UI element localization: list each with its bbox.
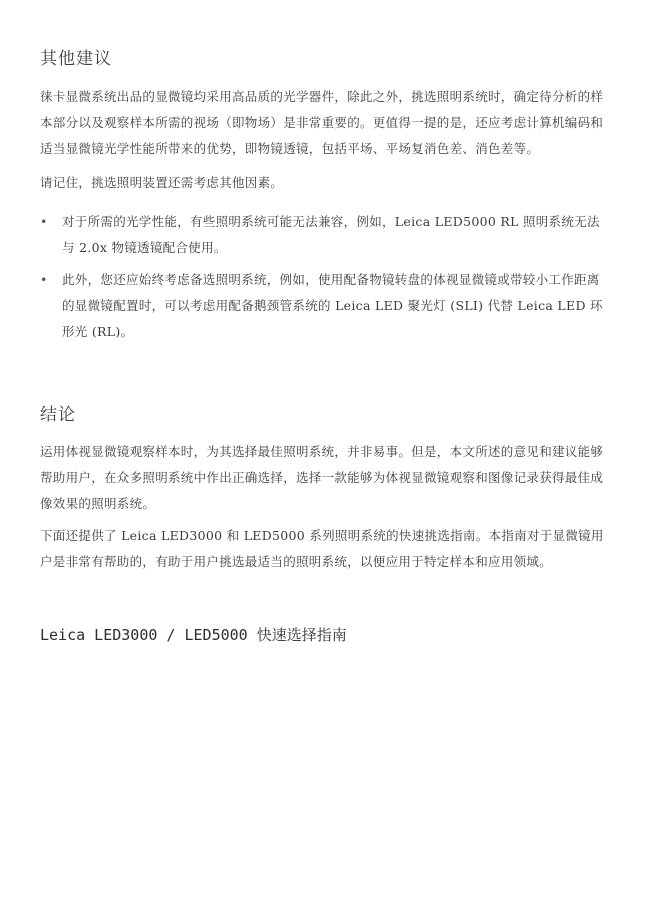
bullet-list bbox=[40, 209, 612, 351]
paragraph-other-1: 徕卡显微系统出品的显微镜均采用高品质的光学器件，除此之外，挑选照明系统时，确定待分析的样本部分以及观察样本所需的视场（即物场）是非常重要的。更值得一提的是，还应考虑计算机编码和适当显微镜光学性能所带来的优势，即物镜透镜，包括平场、平场复消色差、消色差等。 bbox=[40, 89, 604, 156]
paragraph-other-2: 请记住，挑选照明装置还需考虑其他因素。 bbox=[40, 175, 284, 190]
paragraph-conclusion-1: 运用体视显微镜观察样本时，为其选择最佳照明系统，并非易事。但是，本文所述的意见和建议能够帮助用户，在众多照明系统中作出正确选择，选择一款能够为体视显微镜观察和图像记录获得最佳成像效果的照明系统。 bbox=[40, 444, 604, 511]
section-heading-conclusion: 结论 bbox=[40, 405, 76, 425]
list-item: • 对于所需的光学性能，有些照明系统可能无法兼容，例如，Leica LED5000 RL 照明系统无法与 2.0x 物镜透镜配合使用。 bbox=[40, 209, 612, 261]
section-heading-other-suggestions: 其他建议 bbox=[40, 49, 112, 69]
quick-guide-title: Leica LED3000 / LED5000 快速选择指南 bbox=[40, 626, 347, 644]
list-item: • 此外，您还应始终考虑备选照明系统，例如，使用配备物镜转盘的体视显微镜或带较小工作距离的显微镜配置时，可以考虑用配备鹅颈管系统的 Leica LED 聚光灯 (SLI) 代替 Leica LED 环形光 (RL)。 bbox=[40, 267, 612, 345]
paragraph-conclusion-2: 下面还提供了 Leica LED3000 和 LED5000 系列照明系统的快速挑选指南。本指南对于显微镜用户是非常有帮助的，有助于用户挑选最适当的照明系统，以便应用于特定样本和应用领域。 bbox=[40, 528, 604, 569]
